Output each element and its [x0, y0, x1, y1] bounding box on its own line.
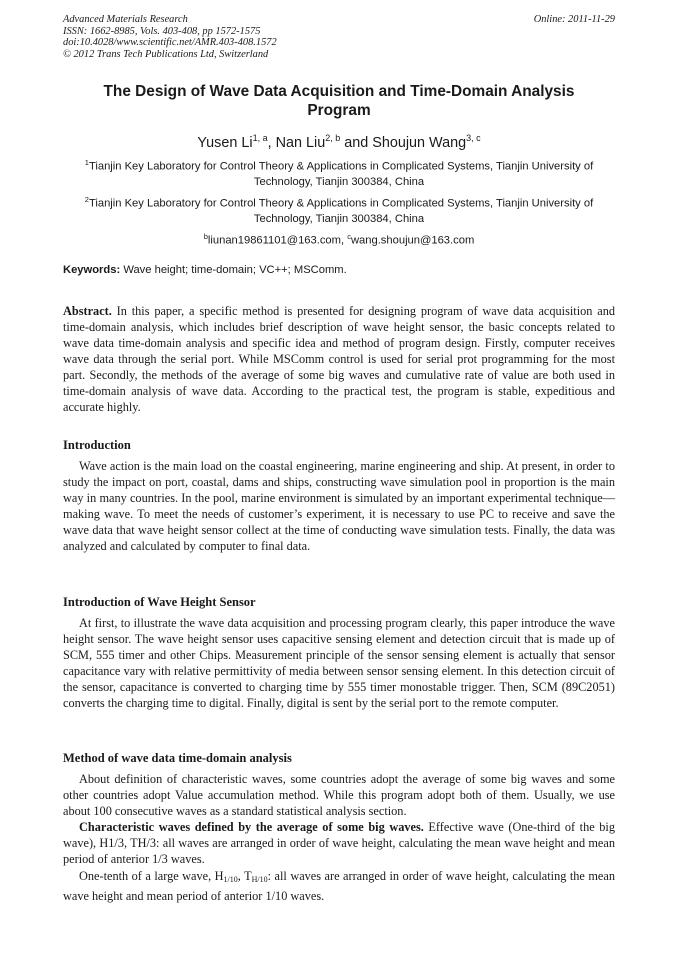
author-3: Shoujun Wang: [372, 134, 467, 151]
keywords: [63, 263, 615, 278]
affiliation-2: [63, 192, 615, 228]
heading-introduction: Introduction: [63, 438, 131, 452]
email-b-sup: b: [203, 232, 208, 241]
author-1-sup: 1, a: [252, 133, 268, 143]
one-tenth-prefix: One-tenth of a large wave, H: [79, 869, 224, 883]
characteristic-waves-text: Effective wave (One-third of the big wave), H1/3, TH/3: all waves are arranged in order of wave height, calculating the mean wave height and mean period of anterior 1/3 waves.: [63, 820, 615, 867]
characteristic-waves-paragraph: [63, 819, 615, 867]
one-tenth-comma: , T: [237, 869, 252, 883]
one-tenth-text: : all waves are arranged in order of wave height, calculating the mean wave height and mean period of anterior 1/10 waves.: [63, 869, 615, 904]
author-1: Yusen Li: [197, 134, 253, 151]
journal-name: Advanced Materials Research: [63, 14, 188, 25]
paper-title: [63, 82, 615, 120]
abstract-text: In this paper, a specific method is presented for designing program of wave data acquisition and time-domain analysis, which includes brief description of wave height sensor, the basic concepts related to wave data time-domain analysis and specific idea and method of program design. Firstly, computer receives wave data through the serial port. While MSComm control is used for serial prot programming for the most part. Secondly, the methods of the average of some big waves and cumulative rate of value are both used in time-domain analysis of wave data. According to the practical test, the program is stable, expeditious and accurate highly.: [63, 304, 616, 415]
affiliation-1-sup: 1: [84, 158, 89, 167]
affiliation-2-text: Tianjin Key Laboratory for Control Theory & Applications in Complicated Systems, Tianjin University of Technology, Tianjin 300384, China: [88, 197, 594, 226]
author-3-sup: 3, c: [466, 133, 481, 143]
abstract-label: Abstract.: [63, 304, 112, 318]
method-paragraph: About definition of characteristic waves, some countries adopt the average of some big waves and some other countries adopt Value accumulation method. While this program adopt both of them. Usually, we use about 100 consecutive waves as a standard statistical analysis section.: [63, 772, 615, 819]
affiliation-2-sup: 2: [84, 195, 89, 204]
sensor-paragraph: At first, to illustrate the wave data acquisition and processing program clearly, this paper introduce the wave height sensor. The wave height sensor uses capacitive sensing element and detection circuit that is made up of SCM, 555 timer and other Chips. Measurement principle of the sensor sensing element is actually that sensor capacitance vary with relative permittivity of media between sensor sensing element. In this detection circuit of the sensor, capacitance is converted to charging time by 555 timer monostable trigger. Then, SCM (89C2051) converts the charging time to digital. Finally, digital is sent by the serial port to the remote computer.: [63, 616, 615, 711]
one-tenth-paragraph: [63, 868, 615, 904]
affiliation-1: [63, 155, 615, 191]
heading-time-domain-method: Method of wave data time-domain analysis: [63, 751, 292, 765]
email-c-sup: c: [347, 232, 351, 241]
title-line-2: Program: [307, 102, 371, 119]
email-c[interactable]: wang.shoujun@163.com: [350, 234, 475, 247]
title-line-1: The Design of Wave Data Acquisition and Time-Domain Analysis: [103, 83, 575, 100]
journal-header: [63, 14, 615, 60]
keywords-text: Wave height; time-domain; VC++; MSComm.: [123, 264, 347, 276]
author-2: Nan Liu: [275, 134, 326, 151]
one-tenth-sub-1: 1/10: [223, 875, 238, 884]
copyright-line: © 2012 Trans Tech Publications Ltd, Switzerland: [63, 48, 269, 60]
author-list: Yusen Li$^{1, a}$, Nan Liu$^{2, b}$ and Shoujun Wang$^{3, c}$: [197, 133, 481, 151]
author-2-sup: 2, b: [325, 133, 341, 143]
doi-line: doi:10.4028/www.scientific.net/AMR.403-408.1572: [63, 37, 277, 49]
issn-line: ISSN: 1662-8985, Vols. 403-408, pp 1572-1575: [63, 25, 261, 37]
intro-paragraph: Wave action is the main load on the coastal engineering, marine engineering and ship. At present, in order to study the impact on port, coastal, dams and ships, constructing wave simulation pool in proportion is the main way in many countries. In the pool, marine environment is simulated by an important experimental technique—making wave. To meet the needs of customer’s experiment, it is necessary to use PC to receive and save the wave data that wave height sensor collect at the time of conducting wave simulation tests. Finally, the data was analyzed and calculated by computer to final data.: [63, 459, 615, 554]
email-line: [63, 229, 615, 249]
abstract: [63, 303, 615, 415]
keywords-label: Keywords:: [63, 264, 121, 276]
one-tenth-sub-2: H/10: [251, 875, 268, 884]
email-b[interactable]: liunan19861101@163.com,: [207, 234, 345, 247]
online-date: Online: 2011-11-29: [533, 14, 615, 25]
affiliation-1-text: Tianjin Key Laboratory for Control Theory & Applications in Complicated Systems, Tianjin University of Technology, Tianjin 300384, China: [88, 160, 594, 189]
characteristic-waves-label: Characteristic waves defined by the average of some big waves.: [79, 820, 424, 834]
heading-wave-height-sensor: Introduction of Wave Height Sensor: [63, 595, 256, 609]
author-and: and: [344, 134, 369, 151]
